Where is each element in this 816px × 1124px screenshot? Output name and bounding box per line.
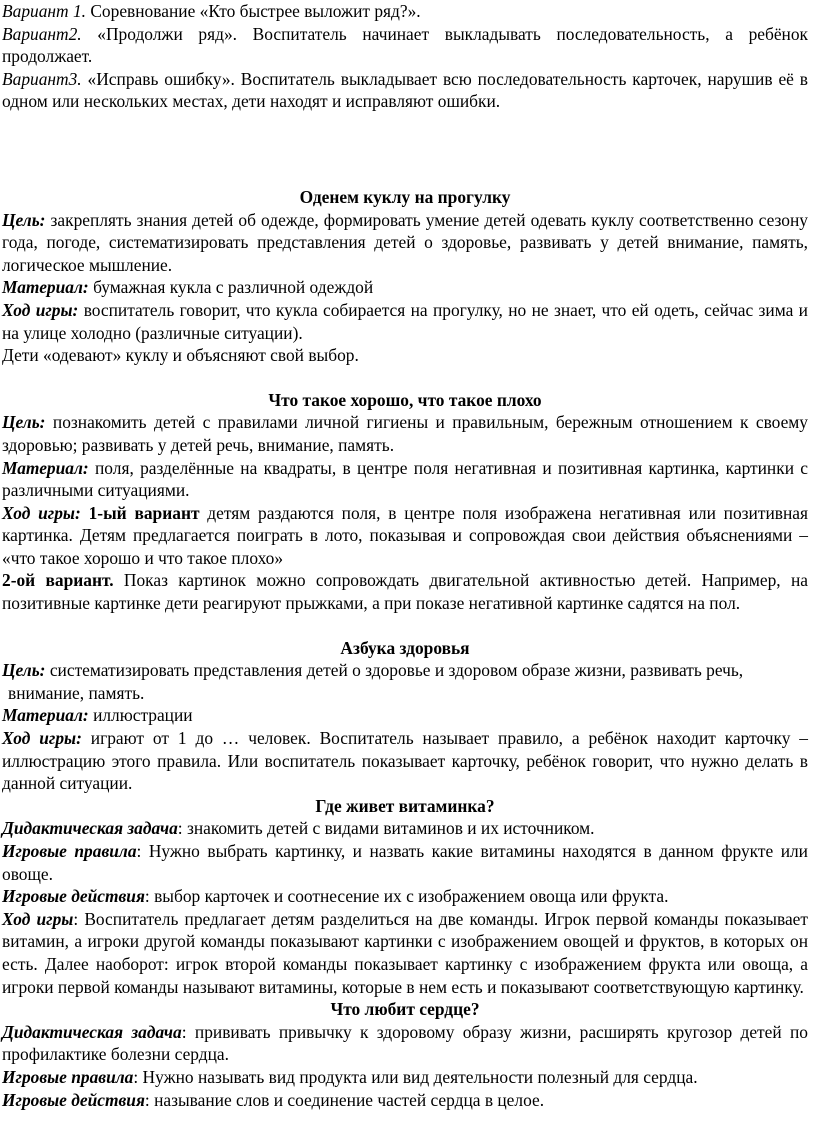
variant-3-text: «Исправь ошибку». Воспитатель выкладывает всю последовательность карточек, нарушив её в одном или нескольких местах, дети находят и исправляют ошибки. bbox=[2, 68, 808, 112]
task-text: : прививать привычку к здоровому образу жизни, расширять кругозор детей по профилактике болезни сердца. bbox=[2, 1021, 808, 1065]
doll-extra: Дети «одевают» куклу и объясняют свой выбор. bbox=[2, 345, 359, 366]
goal-label: Цель: bbox=[2, 209, 46, 230]
material-label: Материал: bbox=[2, 457, 89, 478]
abc-goal bbox=[2, 659, 808, 682]
intro-variant-2 bbox=[2, 23, 808, 68]
doll-material bbox=[2, 276, 808, 299]
intro-variant-1 bbox=[2, 0, 808, 23]
rules-label: Игровые правила bbox=[2, 1066, 134, 1087]
vitamin-task bbox=[2, 817, 808, 840]
heart-task bbox=[2, 1021, 808, 1066]
variant-1-text: детям раздаются поля, в центре поля изображена негативная или позитивная картинка. Детям предлагается поиграть в лото, показывая и сопровождая свои действия объяснениями – «что такое хорошо и что такое плохо» bbox=[2, 502, 808, 568]
heart-actions bbox=[2, 1089, 808, 1112]
rules-label: Игровые правила bbox=[2, 841, 137, 861]
variant-2-label: Вариант2. bbox=[2, 23, 82, 44]
variant-1-label: 1-ый вариант bbox=[80, 502, 200, 523]
intro-variant-3 bbox=[2, 68, 808, 113]
section-title-abc-health: Азбука здоровья bbox=[340, 637, 470, 658]
vitamin-actions bbox=[2, 885, 808, 908]
task-label: Дидактическая задача bbox=[2, 818, 178, 839]
course-text: играют от 1 до … человек. Воспитатель называет правило, а ребёнок находит карточку – иллюстрацию этого правила. Или воспитатель показывает карточку, ребёнок говорит, что нужно делать в данной ситуации. bbox=[2, 728, 808, 794]
course-label: Ход игры bbox=[2, 908, 74, 929]
actions-label: Игровые действия bbox=[2, 1089, 145, 1110]
variant-1-label: Вариант 1. bbox=[2, 1, 86, 21]
goodbad-goal bbox=[2, 411, 808, 456]
task-text: : знакомить детей с видами витаминов и их источником. bbox=[177, 818, 595, 839]
material-label: Материал: bbox=[2, 705, 89, 726]
task-label: Дидактическая задача bbox=[2, 1021, 182, 1042]
course-text: : Воспитатель предлагает детям разделиться на две команды. Игрок первой команды показывает витамин, а игроки другой команды показывают картинки с изображением овощей и фруктов, в которых он есть. Далее наоборот: игрок второй команды показывает картинку с изображением фрукта или овоща, а игроки первой команды называют витамины, которые в нем есть и показывают соответствующую картинку. bbox=[2, 908, 809, 997]
course-label: Ход игры: bbox=[2, 502, 81, 523]
doll-goal bbox=[2, 209, 808, 277]
variant-1-text: Соревнование «Кто быстрее выложит ряд?». bbox=[85, 1, 421, 21]
rules-text: : Нужно выбрать картинку, и назвать какие витамины находятся в данном фрукте или овоще. bbox=[2, 841, 808, 884]
doll-course bbox=[2, 299, 808, 344]
material-text: бумажная кукла с различной одеждой bbox=[88, 277, 374, 298]
material-label: Материал: bbox=[2, 277, 89, 298]
abc-goal-cont: внимание, память. bbox=[8, 682, 145, 703]
actions-text: : называние слов и соединение частей сердца в целое. bbox=[144, 1089, 545, 1110]
goal-text: систематизировать представления детей о здоровье и здоровом образе жизни, развивать речь, bbox=[45, 660, 744, 681]
material-text: поля, разделённые на квадраты, в центре поля негативная и позитивная картинка, картинки с различными ситуациями. bbox=[2, 457, 808, 501]
actions-label: Игровые действия bbox=[2, 886, 145, 907]
vitamin-course bbox=[2, 908, 808, 998]
course-label: Ход игры: bbox=[2, 299, 79, 320]
course-label: Ход игры: bbox=[2, 728, 82, 749]
variant-2-text: «Продолжи ряд». Воспитатель начинает выкладывать последовательность, а ребёнок продолжает. bbox=[2, 23, 808, 67]
course-text: воспитатель говорит, что кукла собирается на прогулку, но не знает, что ей одеть, сейчас зима и на улице холодно (различные ситуации). bbox=[2, 299, 808, 343]
goal-text: закреплять знания детей об одежде, формировать умение детей одевать куклу соответственно сезону года, погоде, систематизировать представления детей о здоровье, развивать у детей внимание, память, логическое мышление. bbox=[2, 209, 808, 275]
variant-2-text: Показ картинок можно сопровождать двигательной активностью детей. Например, на позитивные картинке дети реагируют прыжками, а при показе негативной картинке садятся на пол. bbox=[2, 570, 808, 614]
goal-label: Цель: bbox=[2, 660, 46, 681]
section-title-doll: Оденем куклу на прогулку bbox=[299, 186, 511, 207]
section-title-heart: Что любит сердце? bbox=[330, 999, 480, 1020]
abc-course bbox=[2, 727, 808, 795]
goal-text: познакомить детей с правилами личной гигиены и правильным, бережным отношением к своему здоровью; развивать у детей речь, внимание, память. bbox=[2, 412, 808, 455]
variant-2-label: 2-ой вариант. bbox=[2, 570, 114, 591]
goodbad-course bbox=[2, 502, 808, 570]
heart-rules bbox=[2, 1066, 808, 1089]
actions-text: : выбор карточек и соотнесение их с изображением овоща или фрукта. bbox=[144, 886, 669, 907]
variant-3-label: Вариант3. bbox=[2, 68, 82, 89]
material-text: иллюстрации bbox=[88, 705, 193, 726]
section-title-vitamin: Где живет витаминка? bbox=[315, 795, 495, 816]
abc-material bbox=[2, 704, 808, 727]
rules-text: : Нужно называть вид продукта или вид деятельности полезный для сердца. bbox=[133, 1066, 698, 1087]
goodbad-material bbox=[2, 457, 808, 502]
goal-label: Цель: bbox=[2, 412, 46, 433]
section-title-good-bad: Что такое хорошо, что такое плохо bbox=[268, 389, 542, 410]
goodbad-variant-2 bbox=[2, 569, 808, 614]
vitamin-rules bbox=[2, 840, 808, 885]
